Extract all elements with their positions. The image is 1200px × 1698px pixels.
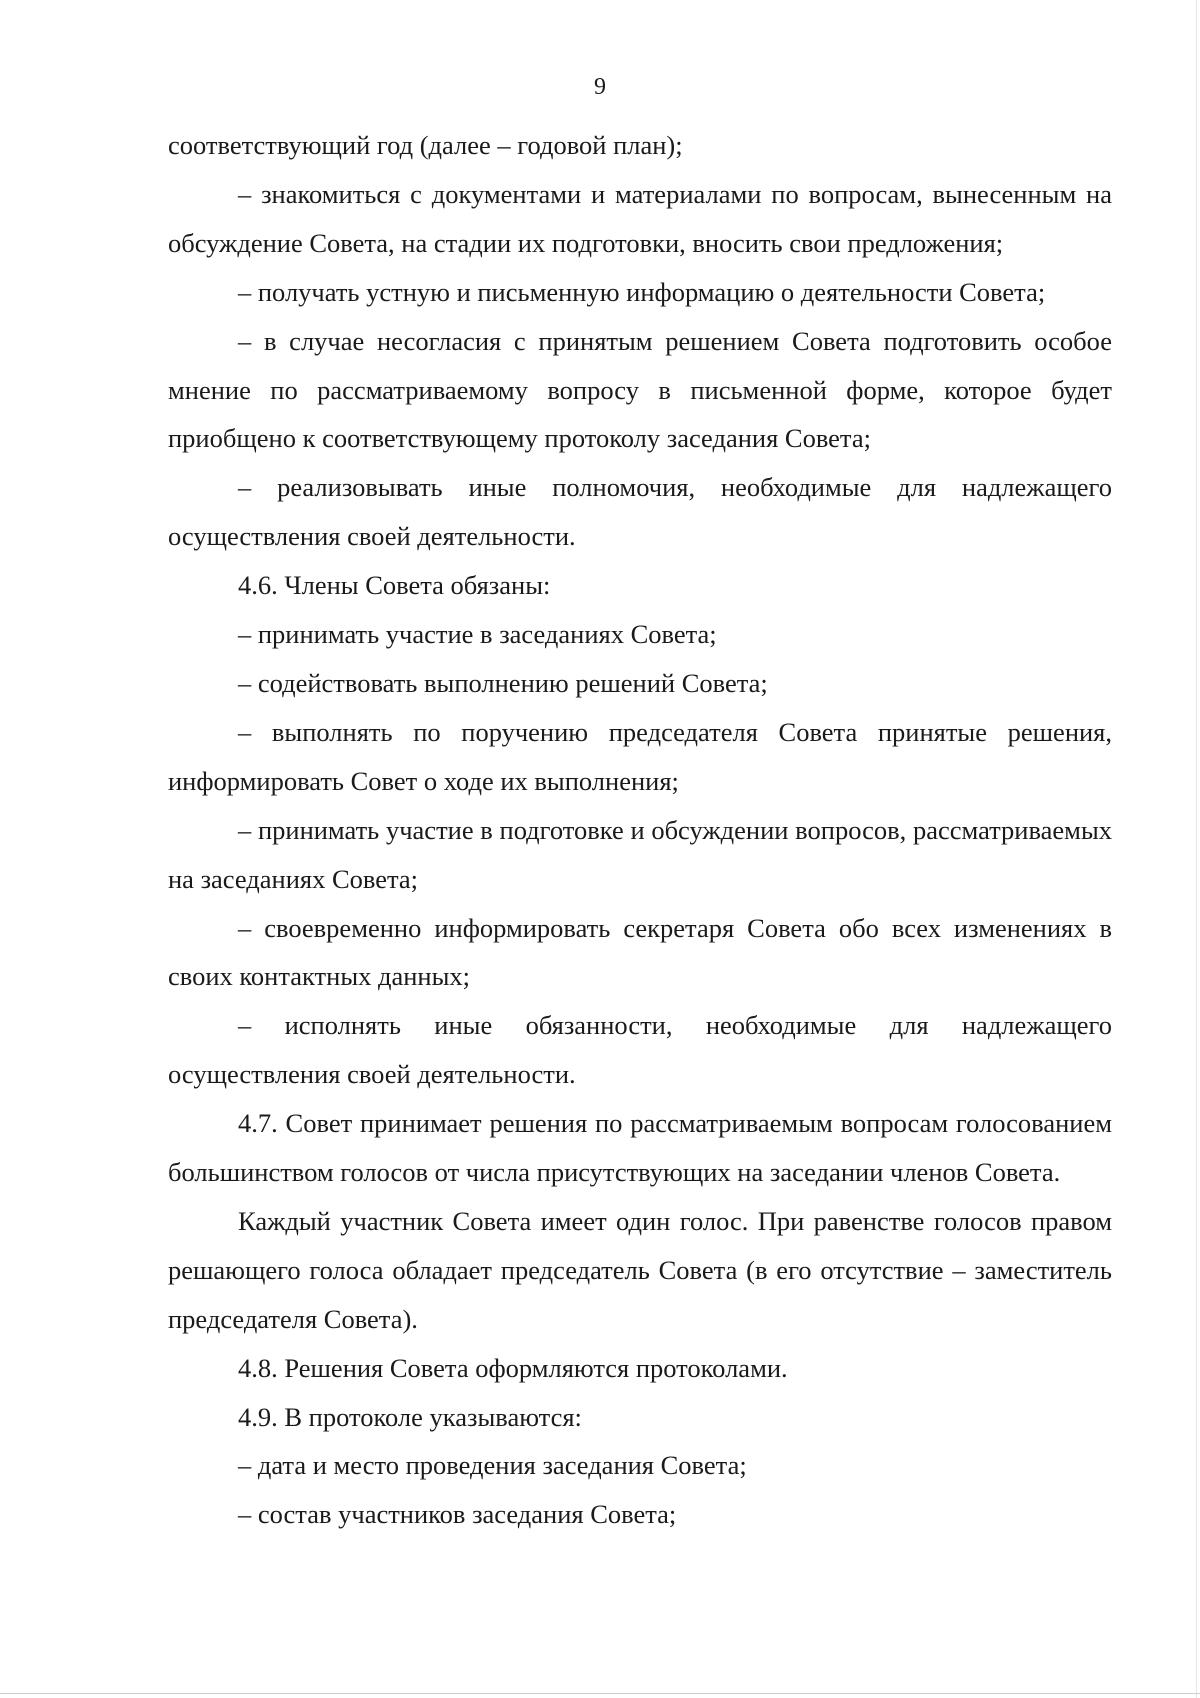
- list-item: – принимать участие в подготовке и обсуждении вопросов, рассматриваемых на заседаниях Совета;: [168, 814, 1112, 894]
- list-item: – реализовывать иные полномочия, необходимые для надлежащего осуществления своей деятельности.: [168, 472, 1112, 552]
- section-heading-4-6: 4.6. Члены Совета обязаны:: [238, 570, 551, 601]
- list-item: – получать устную и письменную информацию о деятельности Совета;: [238, 276, 1046, 307]
- list-item: – в случае несогласия с принятым решением Совета подготовить особое мнение по рассматриваемому вопросу в письменной форме, которое будет приобщено к соответствующему протоколу заседания Совета;: [168, 325, 1112, 454]
- section-paragraph-4-8: 4.8. Решения Совета оформляются протоколами.: [238, 1352, 788, 1383]
- list-item: – выполнять по поручению председателя Совета принятые решения, информировать Совет о ходе их выполнения;: [168, 716, 1112, 796]
- scan-edge-line: [1196, 0, 1197, 1698]
- section-paragraph-4-7: 4.7. Совет принимает решения по рассматриваемым вопросам голосованием большинством голосов от числа присутствующих на заседании членов Совета.: [168, 1108, 1112, 1188]
- list-item: – исполнять иные обязанности, необходимые для надлежащего осуществления своей деятельности.: [168, 1010, 1112, 1090]
- list-item: – содействовать выполнению решений Совета;: [238, 667, 768, 698]
- list-item: – состав участников заседания Совета;: [238, 1499, 677, 1530]
- page-number: 9: [594, 74, 606, 100]
- list-item: – принимать участие в заседаниях Совета;: [238, 619, 717, 650]
- scan-bottom-line: [0, 1693, 1200, 1694]
- paragraph-continuation: соответствующий год (далее – годовой план);: [168, 130, 683, 160]
- list-item: – знакомиться с документами и материалами по вопросам, вынесенным на обсуждение Совета, на стадии их подготовки, вносить свои предложения;: [168, 178, 1112, 258]
- list-item: – дата и место проведения заседания Совета;: [238, 1450, 747, 1481]
- document-body: [168, 121, 1112, 1539]
- section-heading-4-9: 4.9. В протоколе указываются:: [238, 1401, 582, 1432]
- paragraph: Каждый участник Совета имеет один голос. При равенстве голосов правом решающего голоса обладает председатель Совета (в его отсутствие – заместитель председателя Совета).: [168, 1205, 1112, 1334]
- list-item: – своевременно информировать секретаря Совета обо всех изменениях в своих контактных данных;: [168, 912, 1112, 992]
